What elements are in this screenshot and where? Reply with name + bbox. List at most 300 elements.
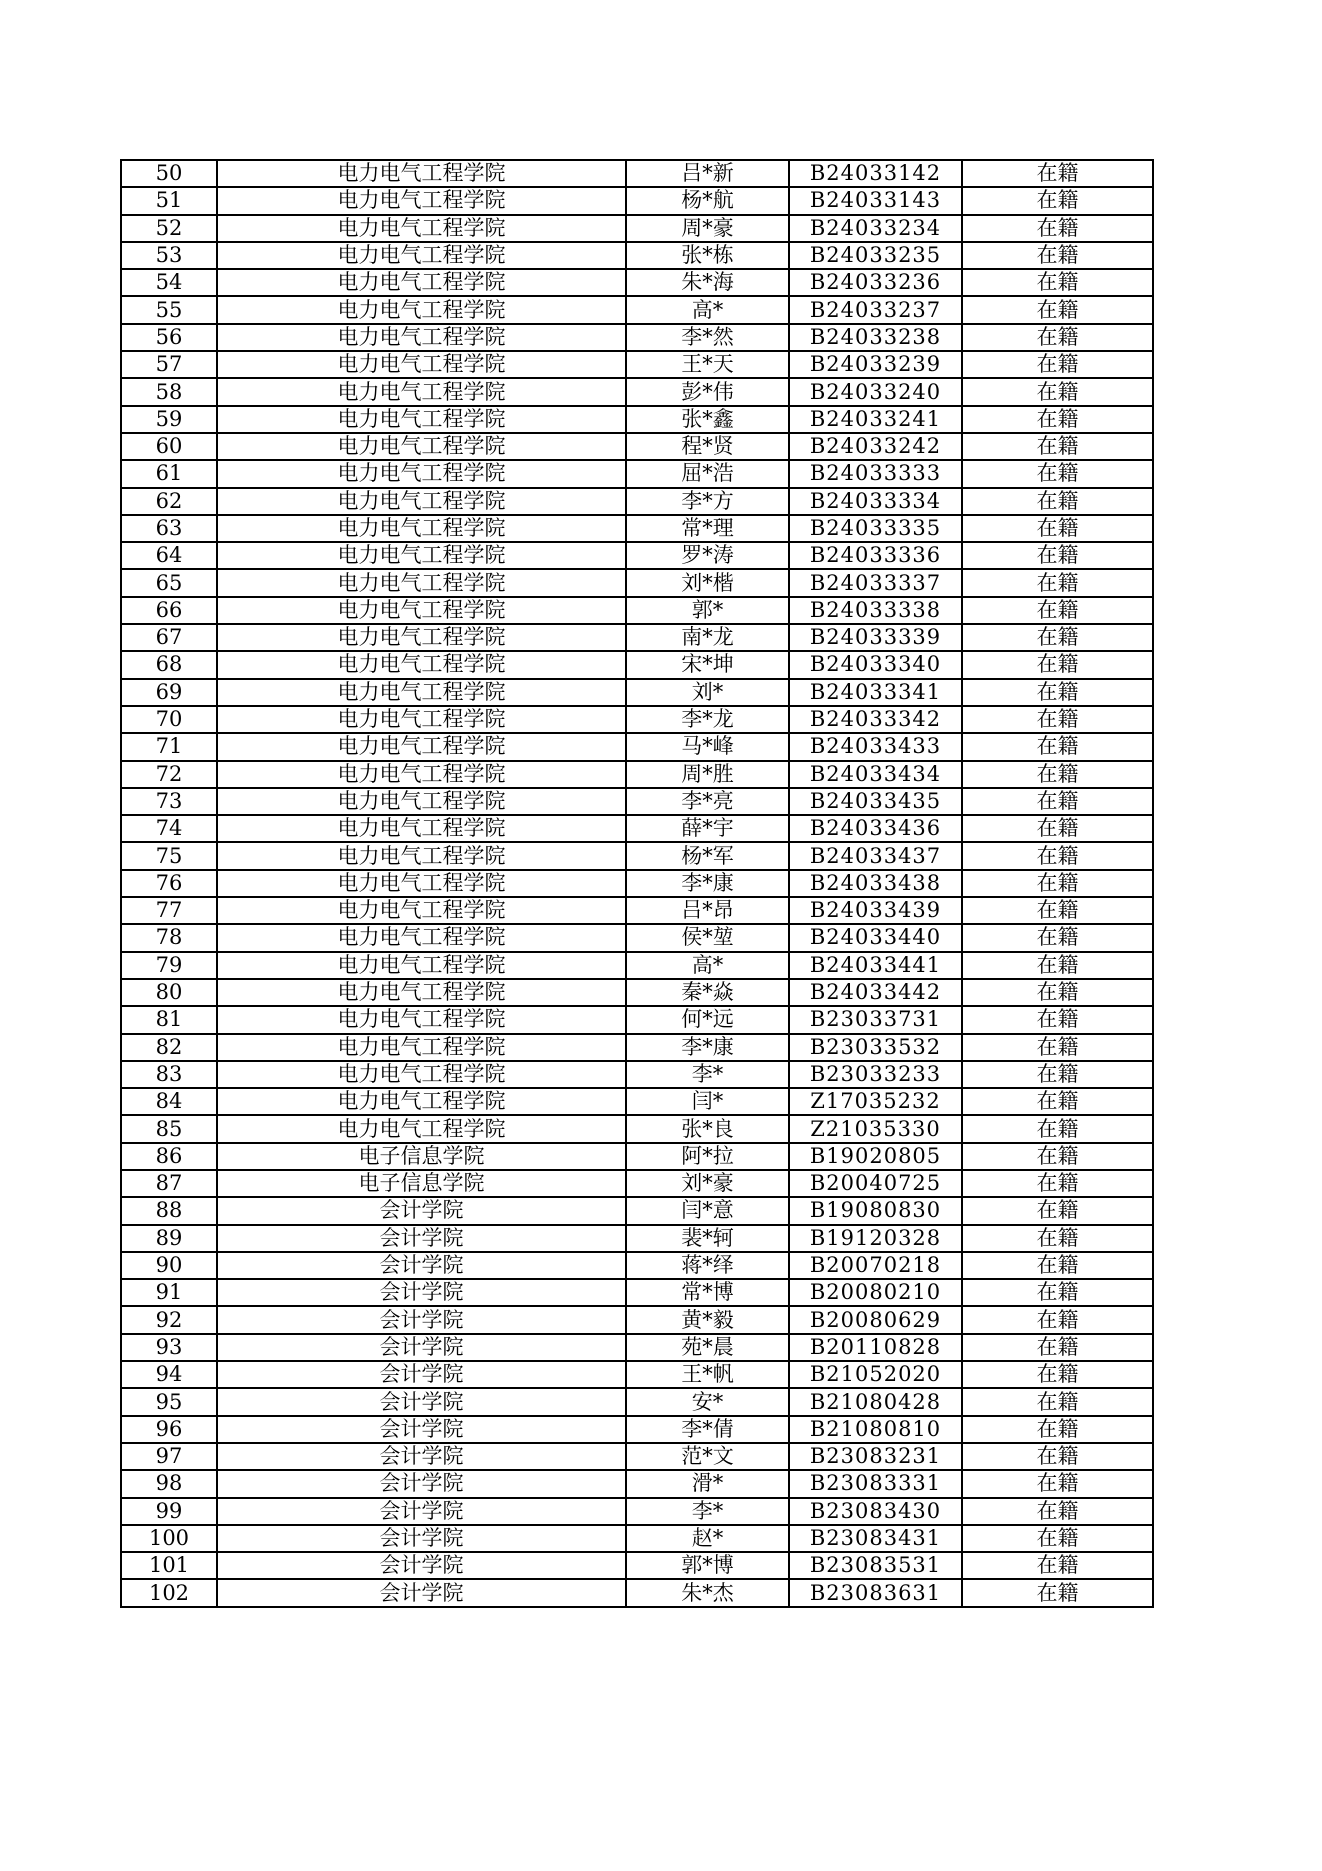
student-id-cell: B24033340 xyxy=(789,651,962,678)
table-row xyxy=(121,515,1153,542)
row-number-cell: 64 xyxy=(121,542,217,569)
student-id-cell: B24033335 xyxy=(789,515,962,542)
student-name-cell: 王*天 xyxy=(626,351,789,378)
student-name-cell: 李*亮 xyxy=(626,788,789,815)
enrollment-status-cell: 在籍 xyxy=(962,542,1153,569)
enrollment-status-cell: 在籍 xyxy=(962,1170,1153,1197)
college-cell: 会计学院 xyxy=(217,1388,626,1415)
student-name-cell: 张*良 xyxy=(626,1115,789,1142)
student-name-cell: 蒋*绎 xyxy=(626,1252,789,1279)
row-number-cell: 74 xyxy=(121,815,217,842)
student-id-cell: B20040725 xyxy=(789,1170,962,1197)
student-id-cell: B23033233 xyxy=(789,1061,962,1088)
college-cell: 电力电气工程学院 xyxy=(217,1115,626,1142)
table-row xyxy=(121,733,1153,760)
student-id-cell: B24033237 xyxy=(789,296,962,323)
college-cell: 电力电气工程学院 xyxy=(217,378,626,405)
enrollment-status-cell: 在籍 xyxy=(962,160,1153,187)
student-name-cell: 李*龙 xyxy=(626,706,789,733)
student-name-cell: 李*康 xyxy=(626,1034,789,1061)
student-id-cell: B24033437 xyxy=(789,842,962,869)
table-row xyxy=(121,1443,1153,1470)
table-row xyxy=(121,242,1153,269)
enrollment-status-cell: 在籍 xyxy=(962,1034,1153,1061)
table-row xyxy=(121,651,1153,678)
student-name-cell: 彭*伟 xyxy=(626,378,789,405)
student-id-cell: B21080810 xyxy=(789,1416,962,1443)
student-name-cell: 李*康 xyxy=(626,870,789,897)
college-cell: 电力电气工程学院 xyxy=(217,296,626,323)
college-cell: 电子信息学院 xyxy=(217,1170,626,1197)
enrollment-status-cell: 在籍 xyxy=(962,215,1153,242)
student-id-cell: B23083431 xyxy=(789,1525,962,1552)
college-cell: 会计学院 xyxy=(217,1361,626,1388)
student-id-cell: B24033342 xyxy=(789,706,962,733)
college-cell: 电力电气工程学院 xyxy=(217,215,626,242)
row-number-cell: 88 xyxy=(121,1197,217,1224)
college-cell: 电力电气工程学院 xyxy=(217,651,626,678)
row-number-cell: 81 xyxy=(121,1006,217,1033)
student-name-cell: 李*然 xyxy=(626,324,789,351)
table-row xyxy=(121,761,1153,788)
table-row xyxy=(121,897,1153,924)
college-cell: 电力电气工程学院 xyxy=(217,515,626,542)
college-cell: 电力电气工程学院 xyxy=(217,597,626,624)
student-name-cell: 刘* xyxy=(626,679,789,706)
college-cell: 电力电气工程学院 xyxy=(217,542,626,569)
student-name-cell: 朱*杰 xyxy=(626,1579,789,1606)
enrollment-status-cell: 在籍 xyxy=(962,679,1153,706)
table-row xyxy=(121,979,1153,1006)
student-id-cell: B24033438 xyxy=(789,870,962,897)
enrollment-status-cell: 在籍 xyxy=(962,597,1153,624)
enrollment-status-cell: 在籍 xyxy=(962,1061,1153,1088)
row-number-cell: 55 xyxy=(121,296,217,323)
student-id-cell: B20110828 xyxy=(789,1334,962,1361)
row-number-cell: 87 xyxy=(121,1170,217,1197)
table-row xyxy=(121,1115,1153,1142)
college-cell: 电力电气工程学院 xyxy=(217,488,626,515)
row-number-cell: 68 xyxy=(121,651,217,678)
row-number-cell: 76 xyxy=(121,870,217,897)
row-number-cell: 94 xyxy=(121,1361,217,1388)
table-row xyxy=(121,215,1153,242)
student-name-cell: 侯*堃 xyxy=(626,924,789,951)
enrollment-status-cell: 在籍 xyxy=(962,1388,1153,1415)
college-cell: 电力电气工程学院 xyxy=(217,569,626,596)
table-row xyxy=(121,1525,1153,1552)
row-number-cell: 101 xyxy=(121,1552,217,1579)
row-number-cell: 93 xyxy=(121,1334,217,1361)
student-id-cell: B23083531 xyxy=(789,1552,962,1579)
student-id-cell: B24033433 xyxy=(789,733,962,760)
student-name-cell: 何*远 xyxy=(626,1006,789,1033)
enrollment-status-cell: 在籍 xyxy=(962,1006,1153,1033)
enrollment-status-cell: 在籍 xyxy=(962,1306,1153,1333)
table-row xyxy=(121,296,1153,323)
student-id-cell: B23033532 xyxy=(789,1034,962,1061)
student-id-cell: B24033234 xyxy=(789,215,962,242)
enrollment-status-cell: 在籍 xyxy=(962,1279,1153,1306)
student-name-cell: 吕*昂 xyxy=(626,897,789,924)
student-name-cell: 宋*坤 xyxy=(626,651,789,678)
student-name-cell: 苑*晨 xyxy=(626,1334,789,1361)
college-cell: 会计学院 xyxy=(217,1279,626,1306)
student-id-cell: B24033337 xyxy=(789,569,962,596)
student-name-cell: 李*方 xyxy=(626,488,789,515)
row-number-cell: 58 xyxy=(121,378,217,405)
student-name-cell: 常*理 xyxy=(626,515,789,542)
college-cell: 电力电气工程学院 xyxy=(217,952,626,979)
enrollment-status-cell: 在籍 xyxy=(962,761,1153,788)
row-number-cell: 60 xyxy=(121,433,217,460)
college-cell: 会计学院 xyxy=(217,1197,626,1224)
enrollment-status-cell: 在籍 xyxy=(962,1197,1153,1224)
student-id-cell: B23083331 xyxy=(789,1470,962,1497)
enrollment-status-cell: 在籍 xyxy=(962,460,1153,487)
student-id-cell: B24033436 xyxy=(789,815,962,842)
student-name-cell: 罗*涛 xyxy=(626,542,789,569)
row-number-cell: 70 xyxy=(121,706,217,733)
student-id-cell: B24033240 xyxy=(789,378,962,405)
enrollment-status-cell: 在籍 xyxy=(962,296,1153,323)
student-name-cell: 李* xyxy=(626,1498,789,1525)
student-name-cell: 屈*浩 xyxy=(626,460,789,487)
table-row xyxy=(121,815,1153,842)
college-cell: 电力电气工程学院 xyxy=(217,406,626,433)
student-id-cell: B24033441 xyxy=(789,952,962,979)
row-number-cell: 65 xyxy=(121,569,217,596)
row-number-cell: 97 xyxy=(121,1443,217,1470)
enrollment-status-cell: 在籍 xyxy=(962,242,1153,269)
student-id-cell: B24033439 xyxy=(789,897,962,924)
student-name-cell: 薛*宇 xyxy=(626,815,789,842)
student-name-cell: 范*文 xyxy=(626,1443,789,1470)
enrollment-status-cell: 在籍 xyxy=(962,870,1153,897)
enrollment-status-cell: 在籍 xyxy=(962,897,1153,924)
row-number-cell: 56 xyxy=(121,324,217,351)
table-row xyxy=(121,569,1153,596)
row-number-cell: 57 xyxy=(121,351,217,378)
student-name-cell: 张*鑫 xyxy=(626,406,789,433)
student-name-cell: 杨*军 xyxy=(626,842,789,869)
enrollment-status-cell: 在籍 xyxy=(962,406,1153,433)
enrollment-status-cell: 在籍 xyxy=(962,488,1153,515)
row-number-cell: 96 xyxy=(121,1416,217,1443)
college-cell: 电力电气工程学院 xyxy=(217,842,626,869)
table-row xyxy=(121,952,1153,979)
student-name-cell: 刘*楷 xyxy=(626,569,789,596)
table-row xyxy=(121,1170,1153,1197)
student-id-cell: B24033442 xyxy=(789,979,962,1006)
row-number-cell: 79 xyxy=(121,952,217,979)
student-id-cell: B24033434 xyxy=(789,761,962,788)
enrollment-status-cell: 在籍 xyxy=(962,1552,1153,1579)
enrollment-status-cell: 在籍 xyxy=(962,187,1153,214)
row-number-cell: 100 xyxy=(121,1525,217,1552)
table-row xyxy=(121,187,1153,214)
college-cell: 电力电气工程学院 xyxy=(217,1006,626,1033)
table-row xyxy=(121,924,1153,951)
table-row xyxy=(121,1197,1153,1224)
college-cell: 电力电气工程学院 xyxy=(217,897,626,924)
student-id-cell: B23083631 xyxy=(789,1579,962,1606)
student-name-cell: 闫*意 xyxy=(626,1197,789,1224)
table-row xyxy=(121,324,1153,351)
college-cell: 电力电气工程学院 xyxy=(217,460,626,487)
student-name-cell: 李* xyxy=(626,1061,789,1088)
student-name-cell: 杨*航 xyxy=(626,187,789,214)
row-number-cell: 63 xyxy=(121,515,217,542)
enrollment-status-cell: 在籍 xyxy=(962,815,1153,842)
student-id-cell: B24033435 xyxy=(789,788,962,815)
table-row xyxy=(121,542,1153,569)
student-name-cell: 高* xyxy=(626,952,789,979)
enrollment-status-cell: 在籍 xyxy=(962,1361,1153,1388)
student-name-cell: 闫* xyxy=(626,1088,789,1115)
college-cell: 电力电气工程学院 xyxy=(217,870,626,897)
table-row xyxy=(121,1579,1153,1606)
enrollment-status-cell: 在籍 xyxy=(962,1115,1153,1142)
college-cell: 电力电气工程学院 xyxy=(217,815,626,842)
row-number-cell: 89 xyxy=(121,1225,217,1252)
student-name-cell: 周*豪 xyxy=(626,215,789,242)
row-number-cell: 73 xyxy=(121,788,217,815)
student-id-cell: B24033235 xyxy=(789,242,962,269)
college-cell: 电力电气工程学院 xyxy=(217,924,626,951)
student-id-cell: B24033333 xyxy=(789,460,962,487)
student-name-cell: 常*博 xyxy=(626,1279,789,1306)
college-cell: 电力电气工程学院 xyxy=(217,324,626,351)
row-number-cell: 75 xyxy=(121,842,217,869)
college-cell: 电力电气工程学院 xyxy=(217,761,626,788)
college-cell: 电力电气工程学院 xyxy=(217,1061,626,1088)
row-number-cell: 54 xyxy=(121,269,217,296)
student-id-cell: B20070218 xyxy=(789,1252,962,1279)
table-row xyxy=(121,1088,1153,1115)
table-row xyxy=(121,1306,1153,1333)
student-id-cell: Z17035232 xyxy=(789,1088,962,1115)
student-id-cell: B24033339 xyxy=(789,624,962,651)
row-number-cell: 59 xyxy=(121,406,217,433)
row-number-cell: 91 xyxy=(121,1279,217,1306)
table-row xyxy=(121,1006,1153,1033)
student-id-cell: B24033241 xyxy=(789,406,962,433)
enrollment-status-cell: 在籍 xyxy=(962,788,1153,815)
enrollment-status-cell: 在籍 xyxy=(962,924,1153,951)
table-row xyxy=(121,597,1153,624)
table-row xyxy=(121,160,1153,187)
college-cell: 会计学院 xyxy=(217,1306,626,1333)
row-number-cell: 67 xyxy=(121,624,217,651)
row-number-cell: 62 xyxy=(121,488,217,515)
row-number-cell: 72 xyxy=(121,761,217,788)
student-id-cell: B20080629 xyxy=(789,1306,962,1333)
row-number-cell: 78 xyxy=(121,924,217,951)
table-row xyxy=(121,1061,1153,1088)
enrollment-status-cell: 在籍 xyxy=(962,733,1153,760)
college-cell: 电力电气工程学院 xyxy=(217,351,626,378)
table-row xyxy=(121,351,1153,378)
table-row xyxy=(121,1334,1153,1361)
row-number-cell: 77 xyxy=(121,897,217,924)
student-id-cell: B24033334 xyxy=(789,488,962,515)
enrollment-status-cell: 在籍 xyxy=(962,1525,1153,1552)
enrollment-status-cell: 在籍 xyxy=(962,1470,1153,1497)
student-id-cell: B24033142 xyxy=(789,160,962,187)
college-cell: 会计学院 xyxy=(217,1225,626,1252)
row-number-cell: 61 xyxy=(121,460,217,487)
table-row xyxy=(121,488,1153,515)
table-row xyxy=(121,1361,1153,1388)
table-row xyxy=(121,706,1153,733)
college-cell: 会计学院 xyxy=(217,1470,626,1497)
college-cell: 会计学院 xyxy=(217,1334,626,1361)
student-id-cell: B19020805 xyxy=(789,1143,962,1170)
college-cell: 电力电气工程学院 xyxy=(217,242,626,269)
enrollment-status-cell: 在籍 xyxy=(962,1498,1153,1525)
student-id-cell: B24033143 xyxy=(789,187,962,214)
student-name-cell: 周*胜 xyxy=(626,761,789,788)
enrollment-status-cell: 在籍 xyxy=(962,1088,1153,1115)
college-cell: 会计学院 xyxy=(217,1552,626,1579)
student-id-cell: Z21035330 xyxy=(789,1115,962,1142)
enrollment-status-cell: 在籍 xyxy=(962,1143,1153,1170)
enrollment-status-cell: 在籍 xyxy=(962,433,1153,460)
student-name-cell: 裴*轲 xyxy=(626,1225,789,1252)
student-name-cell: 秦*焱 xyxy=(626,979,789,1006)
table-row xyxy=(121,1225,1153,1252)
enrollment-status-cell: 在籍 xyxy=(962,624,1153,651)
student-name-cell: 郭* xyxy=(626,597,789,624)
row-number-cell: 83 xyxy=(121,1061,217,1088)
table-row xyxy=(121,842,1153,869)
college-cell: 电子信息学院 xyxy=(217,1143,626,1170)
row-number-cell: 102 xyxy=(121,1579,217,1606)
student-id-cell: B24033440 xyxy=(789,924,962,951)
row-number-cell: 86 xyxy=(121,1143,217,1170)
table-row xyxy=(121,406,1153,433)
college-cell: 会计学院 xyxy=(217,1498,626,1525)
table-row xyxy=(121,1279,1153,1306)
student-name-cell: 赵* xyxy=(626,1525,789,1552)
row-number-cell: 71 xyxy=(121,733,217,760)
college-cell: 电力电气工程学院 xyxy=(217,679,626,706)
table-row xyxy=(121,433,1153,460)
table-row xyxy=(121,788,1153,815)
college-cell: 电力电气工程学院 xyxy=(217,1034,626,1061)
enrollment-status-cell: 在籍 xyxy=(962,1443,1153,1470)
row-number-cell: 66 xyxy=(121,597,217,624)
college-cell: 电力电气工程学院 xyxy=(217,160,626,187)
row-number-cell: 53 xyxy=(121,242,217,269)
student-id-cell: B21052020 xyxy=(789,1361,962,1388)
college-cell: 电力电气工程学院 xyxy=(217,624,626,651)
student-name-cell: 滑* xyxy=(626,1470,789,1497)
student-id-cell: B23083430 xyxy=(789,1498,962,1525)
student-id-cell: B21080428 xyxy=(789,1388,962,1415)
row-number-cell: 99 xyxy=(121,1498,217,1525)
student-name-cell: 郭*博 xyxy=(626,1552,789,1579)
table-row xyxy=(121,1498,1153,1525)
enrollment-status-cell: 在籍 xyxy=(962,979,1153,1006)
enrollment-status-cell: 在籍 xyxy=(962,706,1153,733)
college-cell: 电力电气工程学院 xyxy=(217,1088,626,1115)
student-name-cell: 刘*豪 xyxy=(626,1170,789,1197)
enrollment-status-cell: 在籍 xyxy=(962,269,1153,296)
row-number-cell: 52 xyxy=(121,215,217,242)
row-number-cell: 95 xyxy=(121,1388,217,1415)
college-cell: 电力电气工程学院 xyxy=(217,706,626,733)
student-id-cell: B24033239 xyxy=(789,351,962,378)
enrollment-status-cell: 在籍 xyxy=(962,842,1153,869)
student-id-cell: B23083231 xyxy=(789,1443,962,1470)
table-row xyxy=(121,1388,1153,1415)
student-id-cell: B19120328 xyxy=(789,1225,962,1252)
row-number-cell: 50 xyxy=(121,160,217,187)
enrollment-status-cell: 在籍 xyxy=(962,515,1153,542)
enrollment-status-cell: 在籍 xyxy=(962,1252,1153,1279)
college-cell: 会计学院 xyxy=(217,1252,626,1279)
row-number-cell: 51 xyxy=(121,187,217,214)
table-row xyxy=(121,1143,1153,1170)
student-name-cell: 马*峰 xyxy=(626,733,789,760)
student-id-cell: B24033338 xyxy=(789,597,962,624)
row-number-cell: 90 xyxy=(121,1252,217,1279)
table-row xyxy=(121,460,1153,487)
college-cell: 电力电气工程学院 xyxy=(217,433,626,460)
enrollment-status-cell: 在籍 xyxy=(962,351,1153,378)
student-name-cell: 南*龙 xyxy=(626,624,789,651)
college-cell: 会计学院 xyxy=(217,1443,626,1470)
student-id-cell: B20080210 xyxy=(789,1279,962,1306)
table-row xyxy=(121,378,1153,405)
enrollment-status-cell: 在籍 xyxy=(962,651,1153,678)
college-cell: 会计学院 xyxy=(217,1525,626,1552)
table-row xyxy=(121,1252,1153,1279)
enrollment-status-cell: 在籍 xyxy=(962,378,1153,405)
enrollment-status-cell: 在籍 xyxy=(962,1225,1153,1252)
row-number-cell: 82 xyxy=(121,1034,217,1061)
student-id-cell: B23033731 xyxy=(789,1006,962,1033)
college-cell: 电力电气工程学院 xyxy=(217,187,626,214)
student-name-cell: 张*栋 xyxy=(626,242,789,269)
table-row xyxy=(121,269,1153,296)
enrollment-status-cell: 在籍 xyxy=(962,324,1153,351)
student-roster-table xyxy=(120,159,1154,1608)
student-id-cell: B24033336 xyxy=(789,542,962,569)
student-name-cell: 朱*海 xyxy=(626,269,789,296)
student-name-cell: 安* xyxy=(626,1388,789,1415)
enrollment-status-cell: 在籍 xyxy=(962,952,1153,979)
enrollment-status-cell: 在籍 xyxy=(962,1334,1153,1361)
student-id-cell: B24033236 xyxy=(789,269,962,296)
table-row xyxy=(121,1416,1153,1443)
student-id-cell: B24033341 xyxy=(789,679,962,706)
row-number-cell: 84 xyxy=(121,1088,217,1115)
row-number-cell: 98 xyxy=(121,1470,217,1497)
row-number-cell: 92 xyxy=(121,1306,217,1333)
college-cell: 会计学院 xyxy=(217,1579,626,1606)
college-cell: 电力电气工程学院 xyxy=(217,269,626,296)
student-id-cell: B24033238 xyxy=(789,324,962,351)
row-number-cell: 80 xyxy=(121,979,217,1006)
enrollment-status-cell: 在籍 xyxy=(962,569,1153,596)
enrollment-status-cell: 在籍 xyxy=(962,1416,1153,1443)
student-name-cell: 李*倩 xyxy=(626,1416,789,1443)
table-row xyxy=(121,679,1153,706)
table-row xyxy=(121,624,1153,651)
